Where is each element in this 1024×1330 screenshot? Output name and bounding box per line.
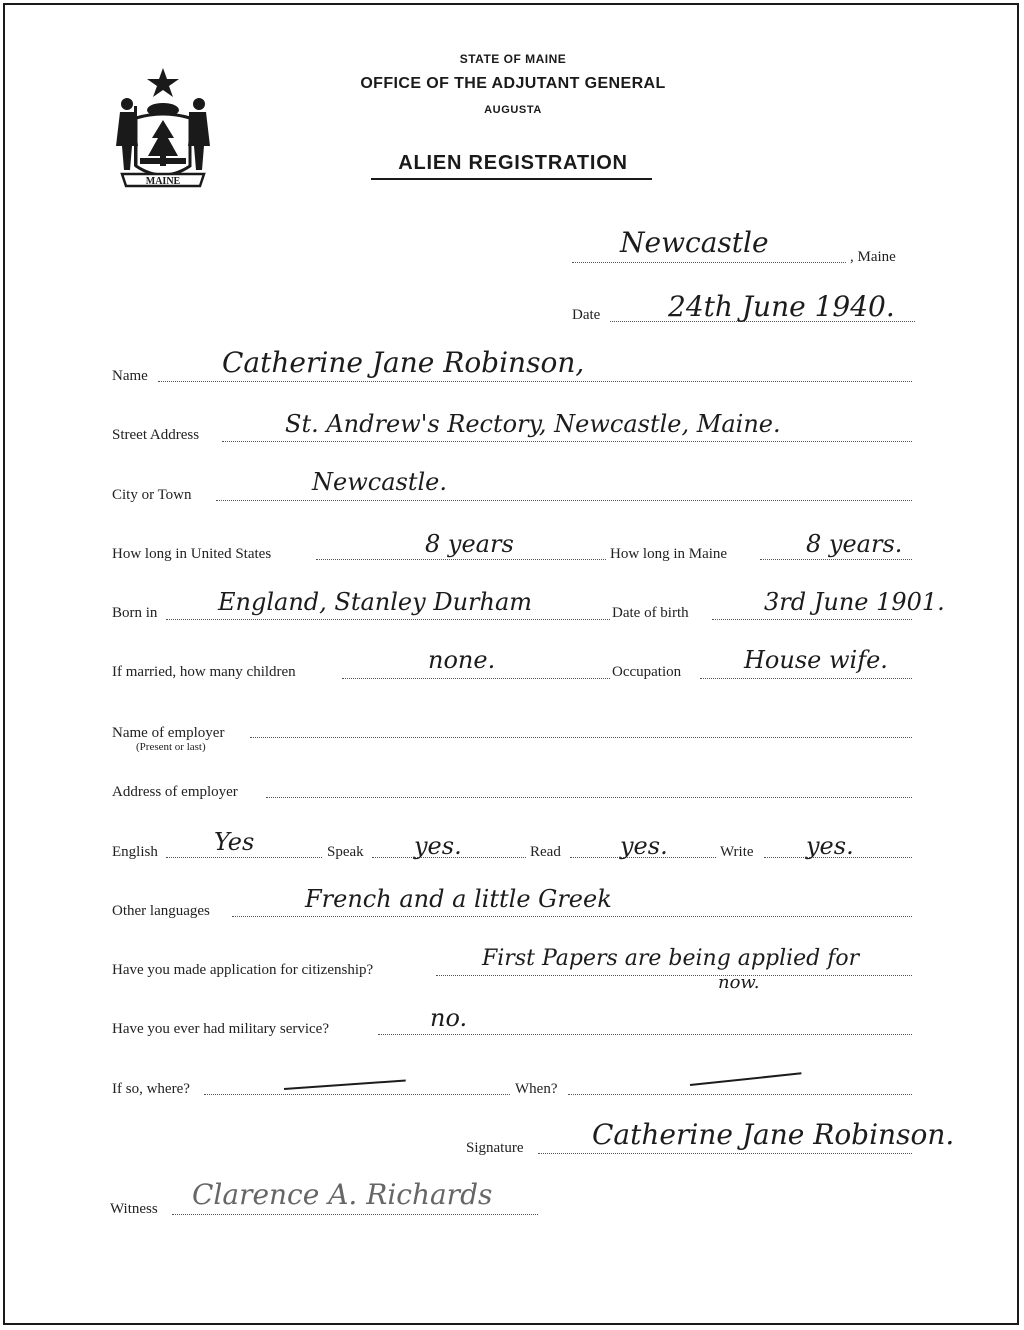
place-line (572, 262, 846, 263)
military-line (378, 1034, 912, 1035)
citizenship-line (436, 975, 912, 976)
write-value: yes. (806, 832, 854, 860)
name-value: Catherine Jane Robinson, (222, 346, 585, 379)
children-label: If married, how many children (112, 664, 296, 680)
date-label: Date (572, 307, 601, 323)
date-value: 24th June 1940. (668, 290, 895, 323)
born-label: Born in (112, 605, 158, 621)
occupation-label: Occupation (612, 664, 682, 680)
english-label: English (112, 844, 158, 860)
maine-years-line (760, 559, 912, 560)
dob-value: 3rd June 1901. (764, 588, 945, 616)
name-label: Name (112, 368, 148, 384)
speak-value: yes. (414, 832, 462, 860)
read-value: yes. (620, 832, 668, 860)
office-heading: OFFICE OF THE ADJUTANT GENERAL (360, 75, 666, 92)
us-years-label: How long in United States (112, 546, 272, 562)
where-label: If so, where? (112, 1081, 190, 1097)
dob-line (712, 619, 912, 620)
state-heading: STATE OF MAINE (459, 52, 567, 66)
city-line (216, 500, 912, 501)
witness-label: Witness (110, 1201, 158, 1217)
witness-signature: Clarence A. Richards (192, 1178, 493, 1211)
street-value: St. Andrew's Rectory, Newcastle, Maine. (285, 410, 781, 438)
other-languages-line (232, 916, 912, 917)
employer-line (250, 737, 912, 738)
us-years-line (316, 559, 606, 560)
place-value: Newcastle (620, 226, 769, 259)
us-years-value: 8 years (425, 530, 514, 558)
form-title: ALIEN REGISTRATION (398, 152, 628, 174)
occupation-value: House wife. (744, 646, 888, 674)
when-line (568, 1094, 912, 1095)
signature-line (538, 1153, 912, 1154)
employer-address-label: Address of employer (112, 784, 238, 800)
witness-line (172, 1214, 538, 1215)
svg-text:MAINE: MAINE (145, 176, 181, 187)
read-label: Read (530, 844, 561, 860)
employer-address-line (266, 797, 912, 798)
maine-years-value: 8 years. (806, 530, 903, 558)
born-line (166, 619, 610, 620)
when-label: When? (515, 1081, 558, 1097)
occupation-line (700, 678, 912, 679)
other-languages-label: Other languages (112, 903, 210, 919)
city-value: Newcastle. (312, 468, 447, 496)
english-line (166, 857, 322, 858)
signature-label: Signature (466, 1140, 524, 1156)
street-label: Street Address (112, 427, 200, 443)
military-value: no. (430, 1004, 468, 1032)
street-line (222, 441, 912, 442)
children-value: none. (428, 646, 496, 674)
signature-value: Catherine Jane Robinson. (592, 1118, 955, 1151)
maine-years-label: How long in Maine (610, 546, 728, 562)
where-line (204, 1094, 510, 1095)
citizenship-label: Have you made application for citizenship? (112, 962, 374, 978)
city-heading: AUGUSTA (484, 104, 542, 116)
dob-label: Date of birth (612, 605, 689, 621)
place-suffix: , Maine (850, 249, 896, 265)
other-languages-value: French and a little Greek (305, 885, 612, 913)
born-value: England, Stanley Durham (218, 588, 533, 616)
children-line (342, 678, 610, 679)
speak-label: Speak (327, 844, 364, 860)
write-label: Write (720, 844, 754, 860)
citizenship-value-2: now. (718, 972, 760, 993)
city-label: City or Town (112, 487, 192, 503)
title-underline (371, 178, 652, 180)
english-value: Yes (214, 828, 255, 856)
employer-label: Name of employer (112, 725, 225, 741)
employer-sublabel: (Present or last) (136, 741, 206, 753)
name-line (158, 381, 912, 382)
military-label: Have you ever had military service? (112, 1021, 329, 1037)
citizenship-value: First Papers are being applied for (482, 946, 860, 971)
